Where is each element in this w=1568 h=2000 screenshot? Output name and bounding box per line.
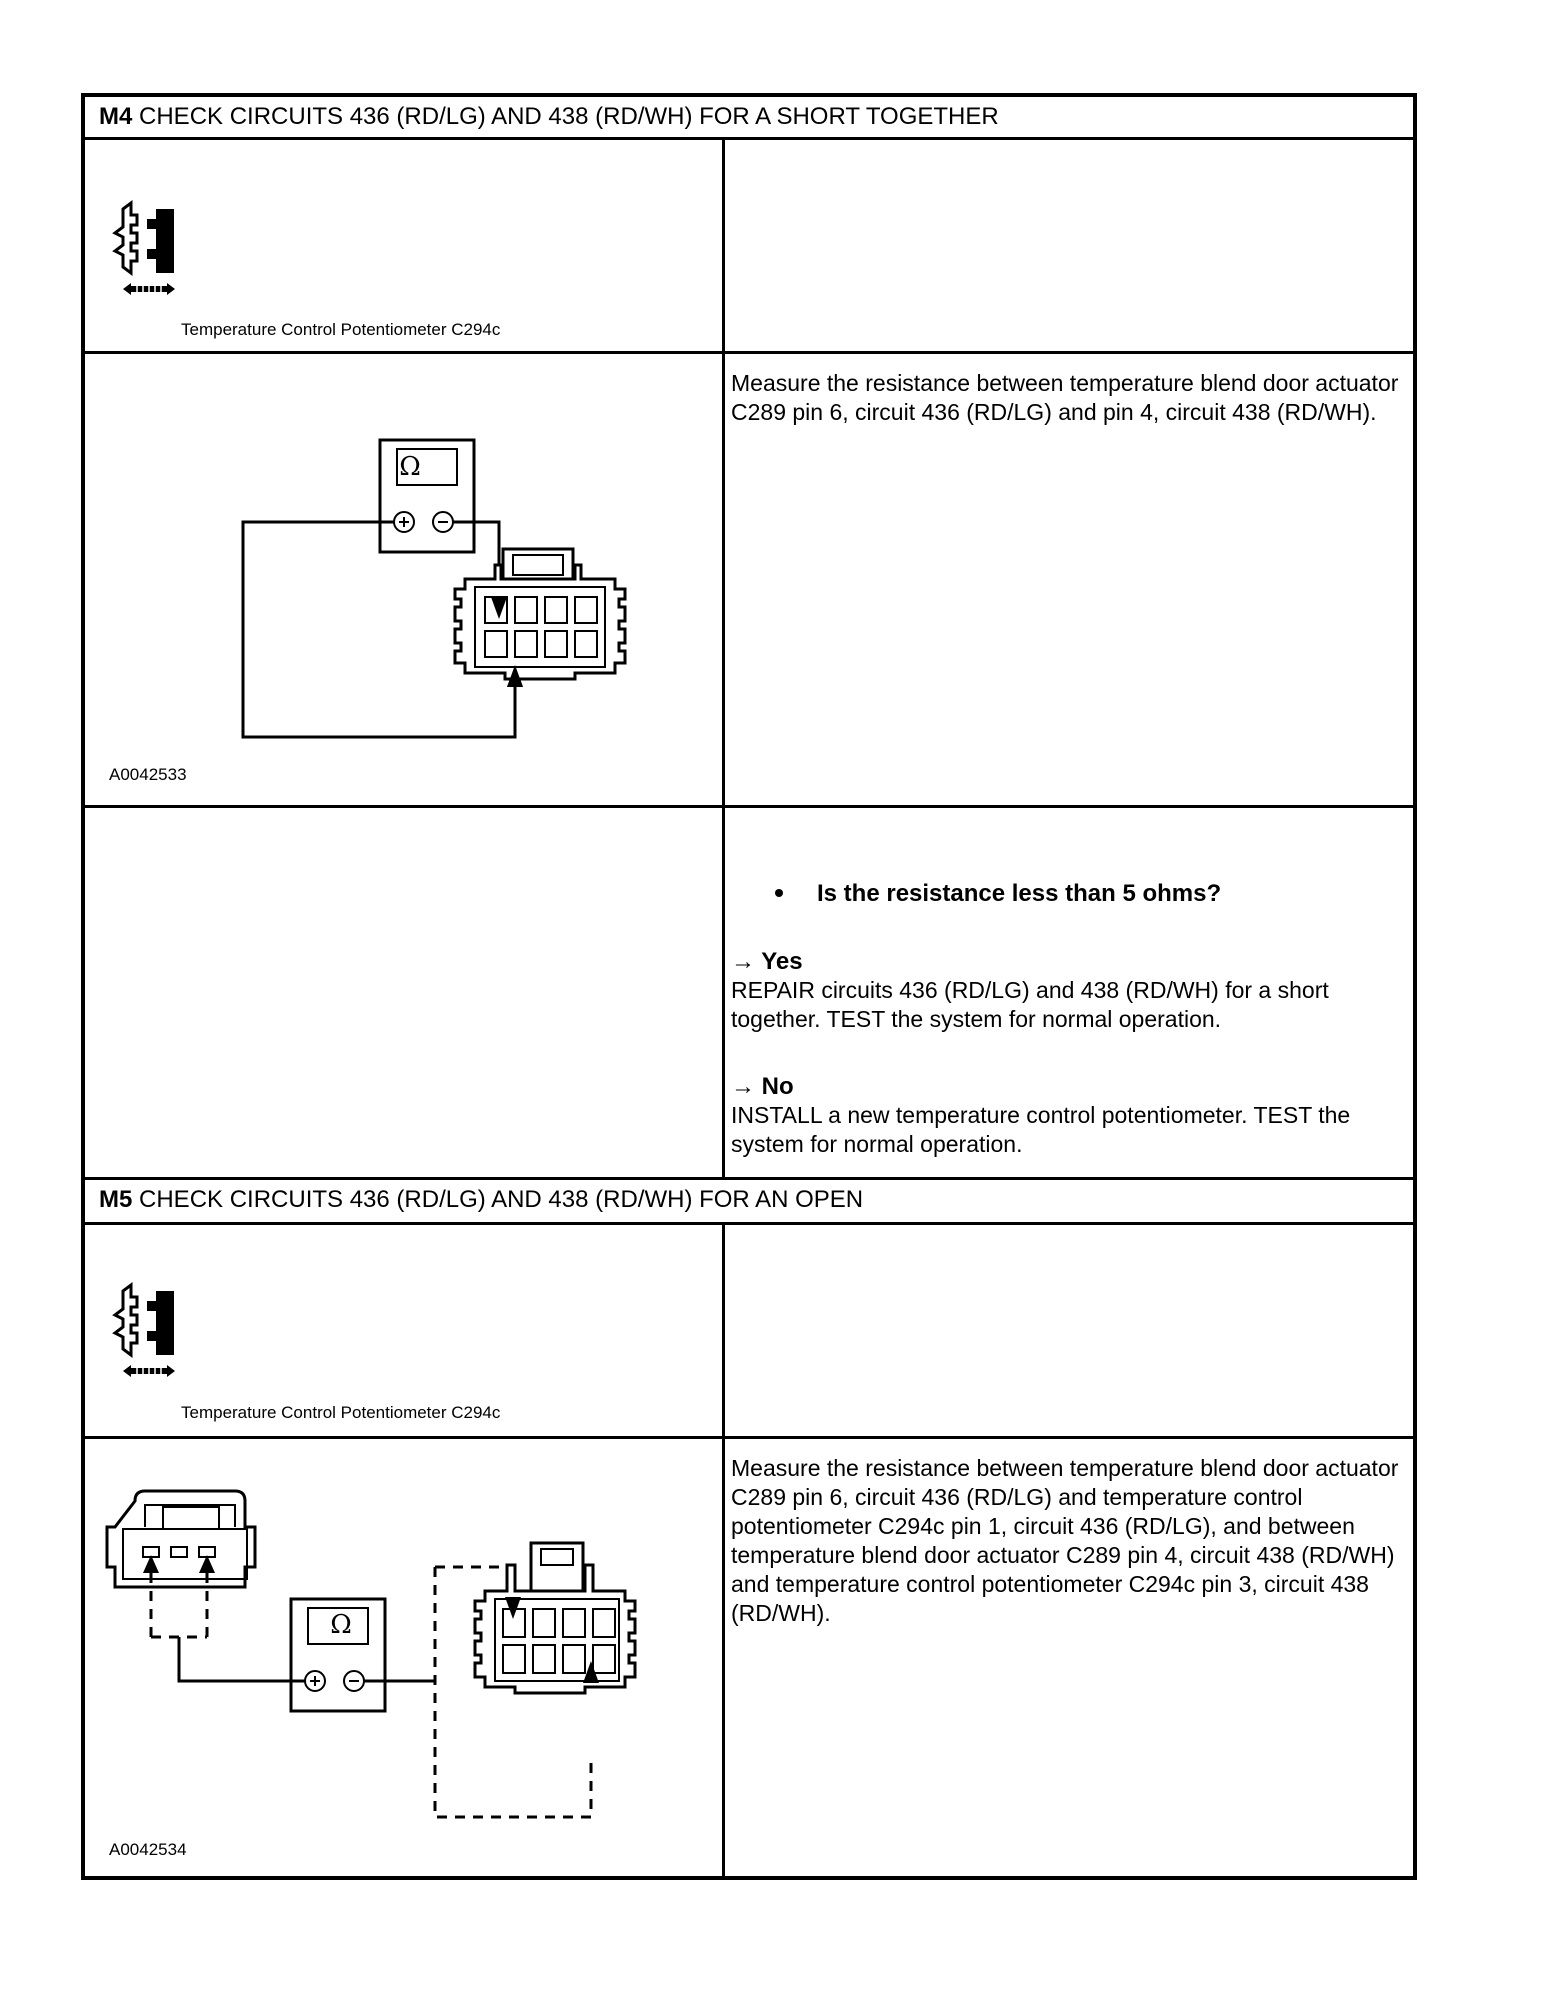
no-text: INSTALL a new temperature control potentiometer. TEST the system for normal operation. — [731, 1102, 1351, 1157]
rule — [85, 1222, 1413, 1225]
procedure-table — [81, 93, 1417, 1880]
instruction-text: Measure the resistance between temperature blend door actuator C289 pin 6, circuit 436 (RD/LG) and temperature control potentiometer C294c pin 1, circuit 436 (RD/LG), and between temperature blend door actuator C289 pin 4, circuit 438 (RD/WH) and temperature control potentiometer C294c pin 3, circuit 438 (RD/WH). — [731, 1455, 1399, 1626]
step-title: CHECK CIRCUITS 436 (RD/LG) AND 438 (RD/WH) FOR AN OPEN — [139, 1186, 864, 1213]
rule — [85, 805, 1413, 808]
yes-text: REPAIR circuits 436 (RD/LG) and 438 (RD/WH) for a short together. TEST the system for normal operation. — [731, 977, 1329, 1032]
answer-yes — [731, 947, 1411, 1034]
arrow-icon: → — [731, 1073, 755, 1100]
no-label: No — [761, 1073, 794, 1100]
connector-caption: Temperature Control Potentiometer C294c — [181, 320, 501, 339]
step-number: M5 — [99, 1186, 133, 1213]
bullet-icon — [775, 889, 783, 897]
ohm-symbol: Ω — [330, 1610, 352, 1640]
question-text: Is the resistance less than 5 ohms? — [817, 880, 1222, 907]
ohm-symbol: Ω — [399, 452, 421, 482]
question — [775, 880, 1221, 908]
step-title: CHECK CIRCUITS 436 (RD/LG) AND 438 (RD/WH) FOR A SHORT TOGETHER — [139, 103, 999, 130]
column-divider — [722, 137, 725, 1177]
rule — [85, 351, 1413, 354]
rule — [85, 1436, 1413, 1439]
step-number: M4 — [99, 103, 133, 130]
instruction-text: Measure the resistance between temperature blend door actuator C289 pin 6, circuit 436 (RD/LG) and pin 4, circuit 438 (RD/WH). — [731, 370, 1399, 425]
rule — [85, 137, 1413, 140]
yes-label: Yes — [761, 948, 803, 975]
arrow-icon: → — [731, 948, 755, 975]
disconnect-connector-icon — [93, 1279, 203, 1389]
step-header-m5 — [99, 1184, 863, 1216]
column-divider — [722, 1222, 725, 1880]
answer-no — [731, 1072, 1411, 1159]
figure-id: A0042533 — [109, 765, 187, 784]
resistance-measurement-diagram — [235, 437, 695, 747]
rule — [85, 1177, 1413, 1180]
resistance-measurement-diagram — [105, 1487, 715, 1827]
disconnect-connector-icon — [93, 197, 203, 307]
connector-caption: Temperature Control Potentiometer C294c — [181, 1403, 501, 1422]
step-header-m4 — [99, 101, 999, 133]
figure-id: A0042534 — [109, 1840, 187, 1859]
